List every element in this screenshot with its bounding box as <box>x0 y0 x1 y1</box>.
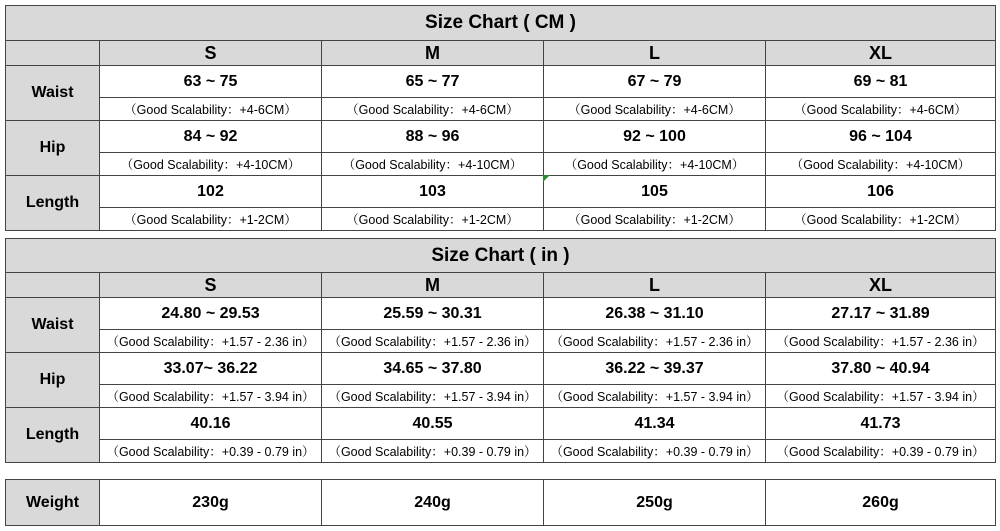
value-cell: 27.17 ~ 31.89 <box>766 298 996 330</box>
value-cell: 88 ~ 96 <box>322 121 544 153</box>
scalability-note: （Good Scalability：+1.57 - 2.36 in） <box>100 330 322 353</box>
scalability-note: （Good Scalability：+4-10CM） <box>766 153 996 176</box>
corner-marker <box>543 175 550 182</box>
row-label-waist: Waist <box>6 298 100 353</box>
size-chart-cm <box>5 5 996 231</box>
row-label-length: Length <box>6 408 100 463</box>
scalability-note: （Good Scalability：+0.39 - 0.79 in） <box>544 440 766 463</box>
value-cell: 92 ~ 100 <box>544 121 766 153</box>
scalability-note: （Good Scalability：+4-10CM） <box>322 153 544 176</box>
scalability-note: （Good Scalability：+1.57 - 3.94 in） <box>100 385 322 408</box>
cm-chart-title: Size Chart ( CM ) <box>6 6 996 41</box>
size-header-s: S <box>100 41 322 66</box>
scalability-note: （Good Scalability：+1.57 - 3.94 in） <box>322 385 544 408</box>
value-cell: 102 <box>100 176 322 208</box>
in-chart-title: Size Chart ( in ) <box>6 239 996 273</box>
scalability-note: （Good Scalability：+4-6CM） <box>766 98 996 121</box>
value-cell: 105 <box>544 176 766 208</box>
size-header-m: M <box>322 273 544 298</box>
header-corner <box>6 41 100 66</box>
scalability-note: （Good Scalability：+1-2CM） <box>322 208 544 231</box>
scalability-note: （Good Scalability：+1-2CM） <box>766 208 996 231</box>
value-cell: 103 <box>322 176 544 208</box>
value-cell: 96 ~ 104 <box>766 121 996 153</box>
row-label-weight: Weight <box>6 480 100 526</box>
scalability-note: （Good Scalability：+1.57 - 2.36 in） <box>322 330 544 353</box>
header-corner <box>6 273 100 298</box>
scalability-note: （Good Scalability：+1.57 - 3.94 in） <box>544 385 766 408</box>
value-cell: 25.59 ~ 30.31 <box>322 298 544 330</box>
value-cell: 65 ~ 77 <box>322 66 544 98</box>
value-cell: 34.65 ~ 37.80 <box>322 353 544 385</box>
value-cell: 36.22 ~ 39.37 <box>544 353 766 385</box>
value-cell: 33.07~ 36.22 <box>100 353 322 385</box>
scalability-note: （Good Scalability：+4-6CM） <box>100 98 322 121</box>
scalability-note: （Good Scalability：+0.39 - 0.79 in） <box>766 440 996 463</box>
size-chart-in <box>5 238 996 463</box>
scalability-note: （Good Scalability：+1.57 - 2.36 in） <box>544 330 766 353</box>
weight-value: 260g <box>766 480 996 526</box>
scalability-note: （Good Scalability：+4-10CM） <box>100 153 322 176</box>
weight-value: 250g <box>544 480 766 526</box>
value-cell: 67 ~ 79 <box>544 66 766 98</box>
scalability-note: （Good Scalability：+0.39 - 0.79 in） <box>100 440 322 463</box>
value-cell: 24.80 ~ 29.53 <box>100 298 322 330</box>
scalability-note: （Good Scalability：+1.57 - 2.36 in） <box>766 330 996 353</box>
weight-value: 240g <box>322 480 544 526</box>
scalability-note: （Good Scalability：+4-10CM） <box>544 153 766 176</box>
scalability-note: （Good Scalability：+0.39 - 0.79 in） <box>322 440 544 463</box>
value-cell: 41.34 <box>544 408 766 440</box>
row-label-hip: Hip <box>6 121 100 176</box>
scalability-note: （Good Scalability：+1-2CM） <box>544 208 766 231</box>
row-label-length: Length <box>6 176 100 231</box>
value-cell: 106 <box>766 176 996 208</box>
size-header-l: L <box>544 273 766 298</box>
size-header-xl: XL <box>766 41 996 66</box>
value-cell: 41.73 <box>766 408 996 440</box>
value-cell: 63 ~ 75 <box>100 66 322 98</box>
size-header-m: M <box>322 41 544 66</box>
scalability-note: （Good Scalability：+4-6CM） <box>544 98 766 121</box>
size-header-s: S <box>100 273 322 298</box>
value-cell: 69 ~ 81 <box>766 66 996 98</box>
value-cell: 26.38 ~ 31.10 <box>544 298 766 330</box>
weight-table <box>5 479 996 526</box>
scalability-note: （Good Scalability：+1-2CM） <box>100 208 322 231</box>
value-cell: 84 ~ 92 <box>100 121 322 153</box>
value-cell: 40.55 <box>322 408 544 440</box>
value-cell: 40.16 <box>100 408 322 440</box>
value-cell: 37.80 ~ 40.94 <box>766 353 996 385</box>
size-header-xl: XL <box>766 273 996 298</box>
row-label-hip: Hip <box>6 353 100 408</box>
weight-value: 230g <box>100 480 322 526</box>
scalability-note: （Good Scalability：+4-6CM） <box>322 98 544 121</box>
scalability-note: （Good Scalability：+1.57 - 3.94 in） <box>766 385 996 408</box>
size-header-l: L <box>544 41 766 66</box>
row-label-waist: Waist <box>6 66 100 121</box>
